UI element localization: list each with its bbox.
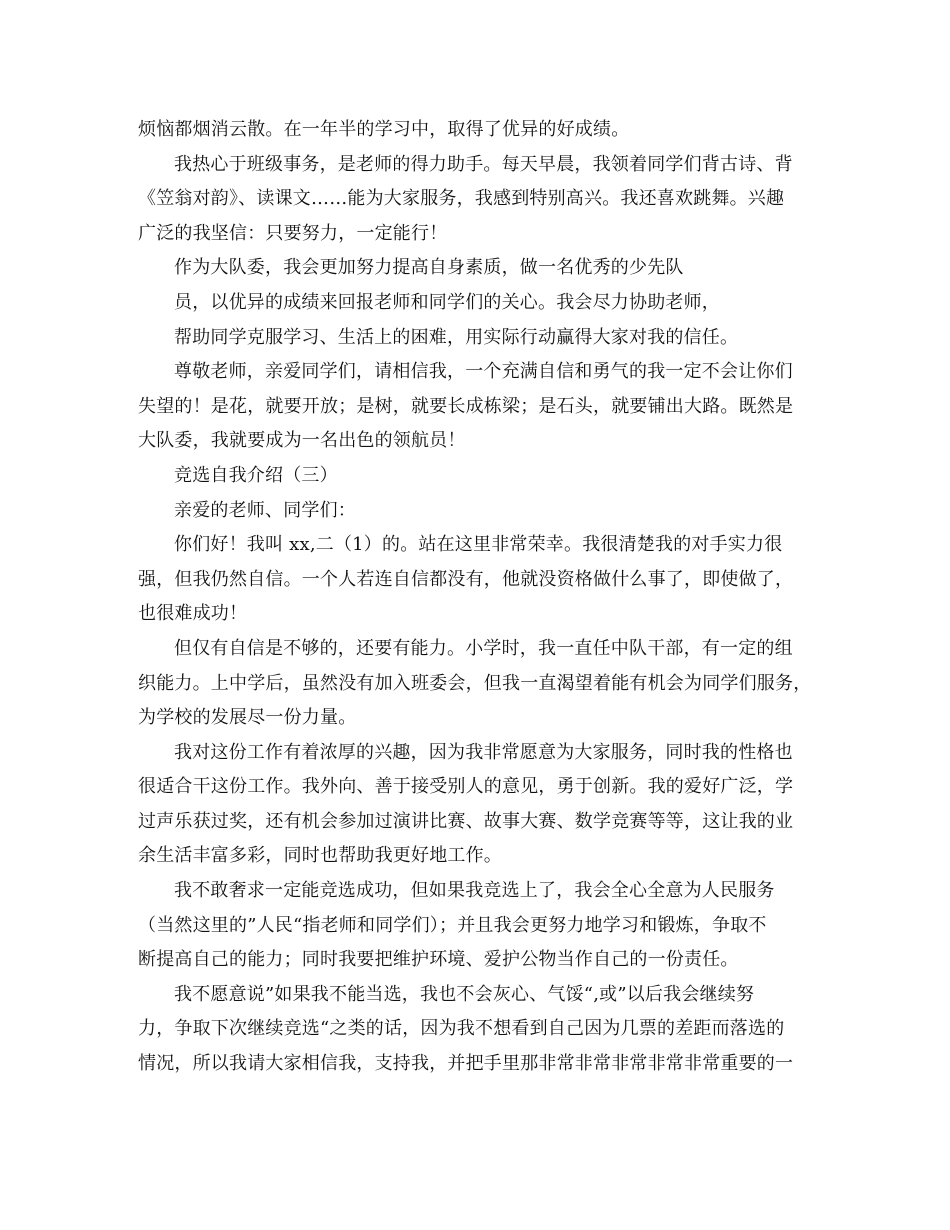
text-line: 烦恼都烟消云散。在一年半的学习中，取得了优异的好成绩。 — [138, 119, 630, 140]
text-line: 过声乐获过奖，还有机会参加过演讲比赛、故事大赛、数学竞赛等等，这让我的业 — [138, 810, 794, 832]
text-line: 我不愿意说”如果我不能当选，我也不会灰心、气馁“,或”以后我会继续努 — [174, 983, 755, 1005]
text-line: 广泛的我坚信：只要努力，一定能行！ — [138, 222, 448, 244]
text-line: 我不敢奢求一定能竞选成功，但如果我竞选上了，我会全心全意为人民服务 — [174, 880, 775, 902]
text-line: 尊敬老师，亲爱同学们，请相信我，一个充满自信和勇气的我一定不会让你们 — [174, 361, 793, 383]
text-line: 很适合干这份工作。我外向、善于接受别人的意见，勇于创新。我的爱好广泛，学 — [138, 776, 794, 798]
document-body — [138, 113, 818, 1082]
text-line: 帮助同学克服学习、生活上的困难，用实际行动赢得大家对我的信任。 — [174, 326, 739, 348]
section-heading: 竞选自我介绍（三） — [174, 464, 338, 486]
text-line: （当然这里的”人民“指老师和同学们）；并且我会更努力地学习和锻炼，争取不 — [138, 914, 767, 936]
text-line: 作为大队委，我会更加努力提高自身素质，做一名优秀的少先队 — [174, 257, 684, 279]
text-line: 员，以优异的成绩来回报老师和同学们的关心。我会尽力协助老师， — [174, 291, 720, 313]
text-line: 力，争取下次继续竞选“之类的话，因为我不想看到自己因为几票的差距而落选的 — [138, 1018, 785, 1040]
text-line: 断提高自己的能力；同时我要把维护环境、爱护公物当作自己的一份责任。 — [138, 949, 739, 971]
text-line: 余生活丰富多彩，同时也帮助我更好地工作。 — [138, 845, 502, 867]
text-line: 《笠翁对韵》、读课文……能为大家服务，我感到特别高兴。我还喜欢跳舞。兴趣 — [138, 188, 785, 210]
salutation: 亲爱的老师、同学们： — [174, 499, 356, 521]
text-line: 织能力。上中学后，虽然没有加入班委会，但我一直渴望着能有机会为同学们服务， — [138, 672, 812, 694]
text-line: 也很难成功！ — [138, 603, 248, 625]
text-line: 强，但我仍然自信。一个人若连自信都没有，他就没资格做什么事了，即使做了， — [138, 568, 794, 590]
text-line: 为学校的发展尽一份力量。 — [138, 707, 357, 729]
text-line: 但仅有自信是不够的，还要有能力。小学时，我一直任中队干部，有一定的组 — [174, 637, 793, 659]
text-line: 大队委，我就要成为一名出色的领航员！ — [138, 430, 466, 452]
text-line: 失望的！是花，就要开放；是树，就要长成栋梁；是石头，就要铺出大路。既然是 — [138, 395, 794, 417]
text-line: 我对这份工作有着浓厚的兴趣，因为我非常愿意为大家服务，同时我的性格也 — [174, 741, 793, 763]
text-line: 你们好！我叫 xx,二（1）的。站在这里非常荣幸。我很清楚我的对手实力很 — [174, 534, 783, 556]
text-line: 情况，所以我请大家相信我，支持我，并把手里那非常非常非常非常非常重要的一 — [138, 1053, 794, 1075]
text-line: 我热心于班级事务，是老师的得力助手。每天早晨，我领着同学们背古诗、背 — [174, 153, 793, 175]
